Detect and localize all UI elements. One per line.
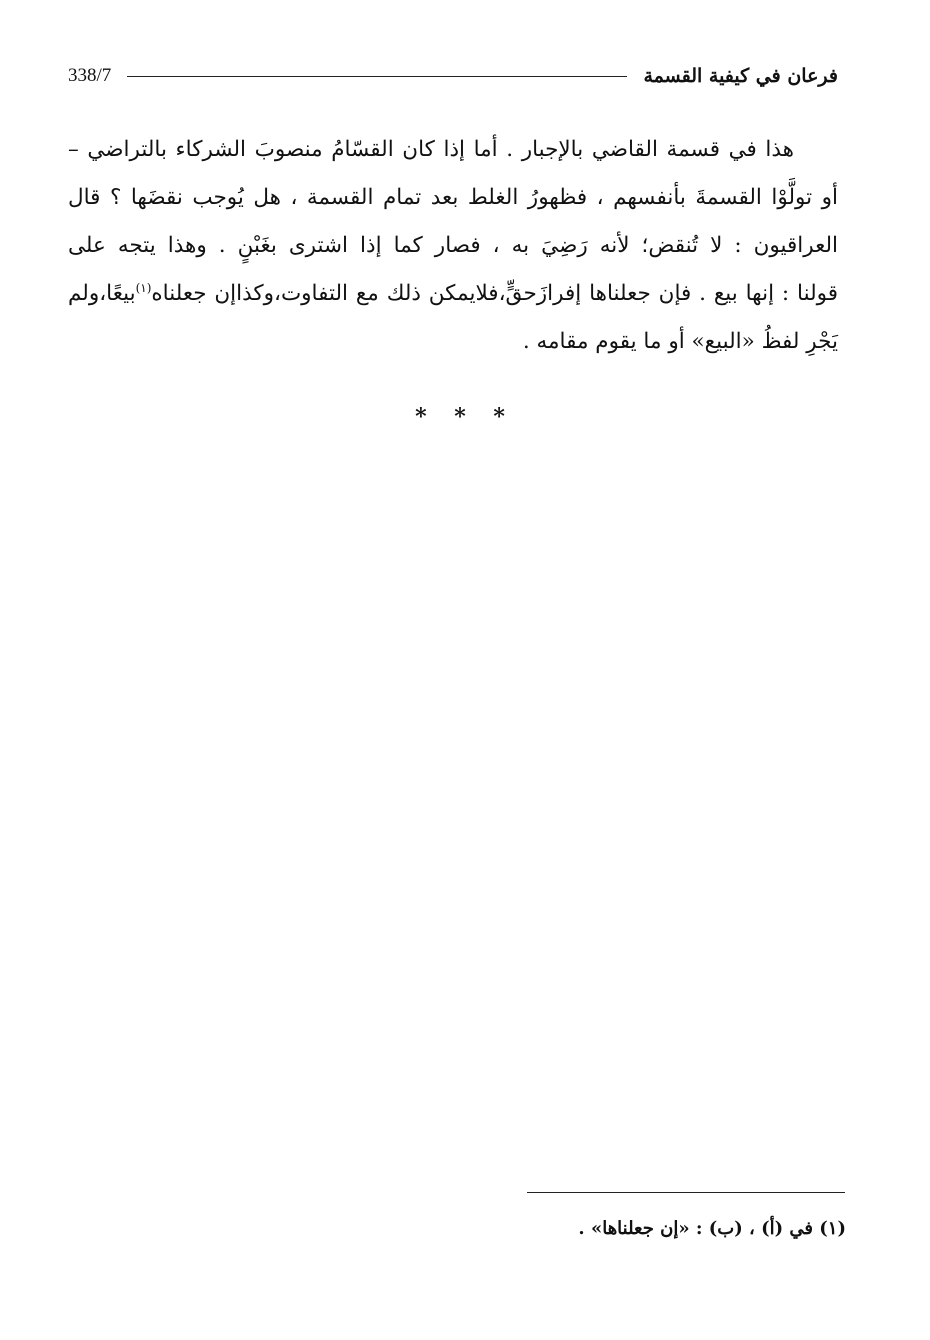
- body-line-text: قولنا : إنها بيع . فإن جعلناها إفرازَحقٍّ،فلايمكن ذلك مع التفاوت،وكذاإن جعلناه: [151, 281, 838, 306]
- body-paragraph: [68, 126, 838, 366]
- body-line: العراقيون : لا تُنقض؛ لأنه رَضِيَ به ، فصار كما إذا اشترى بغَبْنٍ . وهذا يتجه على: [68, 233, 838, 258]
- footnote: (١) في (أ) ، (ب) : «إن جعلناها» .: [578, 1218, 846, 1239]
- body-line: أو تولَّوْا القسمةَ بأنفسهم ، فظهورُ الغلط بعد تمام القسمة ، هل يُوجب نقضَها ؟ قال: [68, 185, 838, 210]
- running-header: [68, 60, 838, 92]
- body-line: [68, 270, 838, 318]
- body-line: هذا في قسمة القاضي بالإجبار . أما إذا كان القسّامُ منصوبَ الشركاء بالتراضي –: [68, 137, 794, 162]
- section-separator: * * *: [415, 404, 515, 430]
- footnote-rule: [527, 1192, 845, 1193]
- chapter-title: فرعان في كيفية القسمة: [643, 65, 838, 87]
- header-rule: [127, 76, 627, 77]
- footnote-reference: (١): [135, 280, 152, 295]
- body-line: يَجْرِ لفظُ «البيع» أو ما يقوم مقامه .: [522, 329, 838, 354]
- body-line-text: بيعًا،ولم: [68, 281, 136, 306]
- page-number: 338/7: [68, 65, 112, 86]
